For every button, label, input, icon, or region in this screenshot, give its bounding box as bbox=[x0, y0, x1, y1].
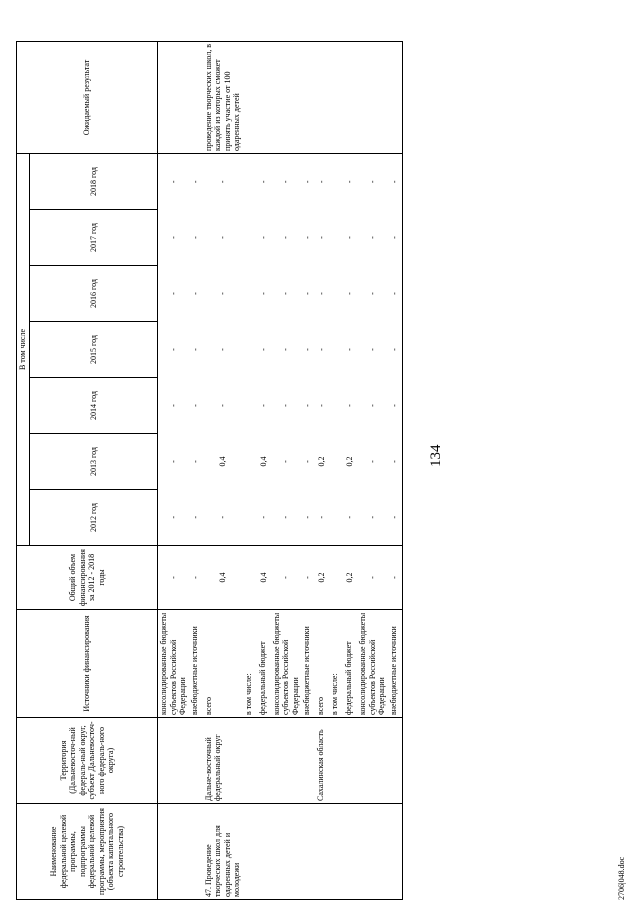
source-cell: консолидированные бюджеты субъектов Российской Федерации bbox=[158, 610, 189, 718]
source-cell: внебюджетные источники bbox=[388, 610, 403, 718]
year-value-cell: - bbox=[258, 515, 268, 519]
year-value-cell: - bbox=[271, 154, 302, 210]
year-value-cell: - bbox=[190, 515, 200, 519]
header-year: 2018 год bbox=[30, 154, 158, 210]
year-value-cell: - bbox=[217, 404, 227, 407]
year-value-cell: - bbox=[281, 515, 290, 519]
year-value-cell: - bbox=[303, 515, 313, 519]
table-row bbox=[329, 42, 343, 900]
total-cell: 0,4 bbox=[203, 546, 243, 610]
year-value-cell: - bbox=[258, 404, 268, 407]
header-including: В том числе bbox=[17, 154, 30, 546]
total-cell: 0,4 bbox=[257, 546, 271, 610]
year-value-cell bbox=[243, 266, 257, 322]
year-value-cell: - bbox=[303, 236, 313, 239]
year-value-cell: - bbox=[345, 515, 355, 519]
source-cell: всего bbox=[203, 610, 243, 718]
source-cell: всего bbox=[315, 610, 329, 718]
total-cell: - bbox=[357, 546, 388, 610]
year-value-cell: - bbox=[317, 292, 327, 295]
source-cell: федеральный бюджет bbox=[257, 610, 271, 718]
header-year: 2017 год bbox=[30, 210, 158, 266]
year-value-cell: - bbox=[190, 236, 200, 239]
table-row bbox=[271, 42, 302, 900]
total-cell bbox=[329, 546, 343, 610]
program-cell bbox=[257, 804, 271, 900]
table-body bbox=[158, 42, 403, 900]
header-year: 2016 год bbox=[30, 266, 158, 322]
program-cell bbox=[329, 804, 343, 900]
territory-cell bbox=[388, 718, 403, 804]
table-row bbox=[315, 42, 329, 900]
territory-cell bbox=[357, 718, 388, 804]
territory-cell bbox=[271, 718, 302, 804]
year-value-cell bbox=[329, 378, 343, 434]
year-value-cell: 0,4 bbox=[217, 456, 227, 467]
year-value-cell: - bbox=[388, 266, 403, 322]
year-value-cell: - bbox=[345, 292, 355, 295]
year-value-cell: - bbox=[388, 322, 403, 378]
year-value-cell: - bbox=[303, 292, 313, 295]
source-cell: федеральный бюджет bbox=[343, 610, 357, 718]
program-cell: 47. Проведение творческих школ для одаренных детей и молодежи bbox=[203, 804, 243, 900]
year-value-cell: - bbox=[343, 154, 357, 210]
year-value-cell: - bbox=[217, 236, 227, 239]
year-value-cell bbox=[243, 378, 257, 434]
table-row bbox=[257, 42, 271, 900]
year-value-cell bbox=[243, 490, 257, 546]
year-value-cell bbox=[329, 210, 343, 266]
year-value-cell: - bbox=[217, 348, 227, 351]
year-value-cell: - bbox=[168, 404, 178, 407]
program-cell bbox=[243, 804, 257, 900]
year-value-cell: - bbox=[367, 460, 377, 463]
territory-cell: Дальне-восточный федеральный округ bbox=[203, 718, 243, 804]
source-cell: консолидированные бюджеты субъектов Российской Федерации bbox=[357, 610, 388, 718]
territory-cell bbox=[301, 718, 315, 804]
program-cell bbox=[388, 804, 403, 900]
territory-cell bbox=[243, 718, 257, 804]
year-value-cell: - bbox=[168, 292, 178, 295]
result-cell bbox=[243, 42, 257, 154]
year-value-cell: - bbox=[158, 154, 189, 210]
territory-cell: Сахалинская область bbox=[315, 718, 329, 804]
year-value-cell: - bbox=[367, 515, 377, 519]
year-value-cell: - bbox=[281, 292, 290, 295]
year-value-cell: - bbox=[281, 236, 290, 239]
year-value-cell: - bbox=[190, 460, 200, 463]
territory-cell bbox=[257, 718, 271, 804]
year-value-cell: - bbox=[281, 460, 290, 463]
year-value-cell: - bbox=[388, 490, 403, 546]
header-result: Ожидаемый результат bbox=[17, 42, 158, 154]
year-value-cell: - bbox=[345, 236, 355, 239]
year-value-cell: - bbox=[367, 404, 377, 407]
year-value-cell: - bbox=[258, 236, 268, 239]
year-value-cell: - bbox=[190, 292, 200, 295]
header-year: 2013 год bbox=[30, 434, 158, 490]
year-value-cell: - bbox=[317, 404, 327, 407]
year-value-cell: - bbox=[345, 404, 355, 407]
table-row bbox=[203, 42, 243, 900]
program-cell bbox=[158, 804, 189, 900]
header-total: Общий объем финансирования за 2012 - 2018 годы bbox=[17, 546, 158, 610]
year-value-cell: - bbox=[388, 210, 403, 266]
year-value-cell: - bbox=[367, 236, 377, 239]
year-value-cell bbox=[243, 322, 257, 378]
program-cell bbox=[271, 804, 302, 900]
result-cell bbox=[189, 42, 203, 154]
table-row bbox=[189, 42, 203, 900]
year-value-cell bbox=[329, 154, 343, 210]
source-cell: консолидированные бюджеты субъектов Российской Федерации bbox=[271, 610, 302, 718]
year-value-cell bbox=[329, 322, 343, 378]
year-value-cell: - bbox=[303, 404, 313, 407]
year-value-cell bbox=[329, 434, 343, 490]
total-cell: 0,2 bbox=[315, 546, 329, 610]
year-value-cell: - bbox=[168, 460, 178, 463]
year-value-cell bbox=[243, 434, 257, 490]
territory-cell bbox=[329, 718, 343, 804]
year-value-cell: - bbox=[168, 515, 178, 519]
total-cell: - bbox=[388, 546, 403, 610]
source-cell: внебюджетные источники bbox=[189, 610, 203, 718]
table-row bbox=[243, 42, 257, 900]
total-cell: 0,2 bbox=[343, 546, 357, 610]
result-cell bbox=[357, 42, 388, 154]
header-year: 2014 год bbox=[30, 378, 158, 434]
table-header bbox=[17, 42, 158, 900]
total-cell: - bbox=[271, 546, 302, 610]
result-cell bbox=[301, 42, 315, 154]
year-value-cell: - bbox=[388, 378, 403, 434]
year-value-cell: - bbox=[388, 434, 403, 490]
program-cell bbox=[189, 804, 203, 900]
result-cell bbox=[343, 42, 357, 154]
year-value-cell: - bbox=[315, 154, 329, 210]
header-territory: Территория (Дальневосточ-ный федераль-ный округ, субъект Дальневосточ-ного федераль-ного округа) bbox=[17, 718, 158, 804]
header-year: 2015 год bbox=[30, 322, 158, 378]
year-value-cell: - bbox=[203, 154, 243, 210]
table-row bbox=[357, 42, 388, 900]
year-value-cell: - bbox=[190, 348, 200, 351]
year-value-cell: - bbox=[317, 515, 327, 519]
program-cell bbox=[343, 804, 357, 900]
financing-table bbox=[16, 41, 403, 900]
document-footer: 2706|048.doc bbox=[617, 856, 626, 900]
result-cell bbox=[257, 42, 271, 154]
year-value-cell: 0,2 bbox=[345, 456, 355, 467]
table-row bbox=[388, 42, 403, 900]
year-value-cell: 0,4 bbox=[258, 456, 268, 467]
year-value-cell: - bbox=[317, 348, 327, 351]
year-value-cell: 0,2 bbox=[317, 456, 327, 467]
total-cell: - bbox=[158, 546, 189, 610]
table-row bbox=[343, 42, 357, 900]
result-cell bbox=[315, 42, 329, 154]
territory-cell bbox=[189, 718, 203, 804]
year-value-cell: - bbox=[217, 292, 227, 295]
year-value-cell bbox=[243, 210, 257, 266]
result-cell bbox=[329, 42, 343, 154]
year-value-cell: - bbox=[168, 348, 178, 351]
year-value-cell: - bbox=[281, 404, 290, 407]
year-value-cell: - bbox=[303, 460, 313, 463]
year-value-cell: - bbox=[388, 154, 403, 210]
result-cell bbox=[158, 42, 189, 154]
source-cell: в том числе: bbox=[329, 610, 343, 718]
result-cell bbox=[271, 42, 302, 154]
year-value-cell: - bbox=[301, 154, 315, 210]
year-value-cell: - bbox=[367, 292, 377, 295]
year-value-cell: - bbox=[258, 348, 268, 351]
total-cell: - bbox=[301, 546, 315, 610]
result-cell bbox=[388, 42, 403, 154]
header-year: 2012 год bbox=[30, 490, 158, 546]
year-value-cell: - bbox=[303, 348, 313, 351]
territory-cell bbox=[158, 718, 189, 804]
year-value-cell: - bbox=[189, 154, 203, 210]
header-program: Наименование федеральной целевой программы, подпрограммы федеральной целевой программы, мероприятия (объекта капитального строительства) bbox=[17, 804, 158, 900]
header-source: Источники финансирования bbox=[17, 610, 158, 718]
year-value-cell: - bbox=[367, 348, 377, 351]
year-value-cell: - bbox=[257, 154, 271, 210]
program-cell bbox=[301, 804, 315, 900]
total-cell: - bbox=[189, 546, 203, 610]
program-cell bbox=[315, 804, 329, 900]
table-row bbox=[301, 42, 315, 900]
program-cell bbox=[357, 804, 388, 900]
territory-cell bbox=[343, 718, 357, 804]
year-value-cell: - bbox=[258, 292, 268, 295]
year-value-cell: - bbox=[357, 154, 388, 210]
year-value-cell bbox=[329, 490, 343, 546]
year-value-cell: - bbox=[190, 404, 200, 407]
year-value-cell bbox=[243, 154, 257, 210]
total-cell bbox=[243, 546, 257, 610]
year-value-cell: - bbox=[345, 348, 355, 351]
year-value-cell bbox=[329, 266, 343, 322]
year-value-cell: - bbox=[281, 348, 290, 351]
source-cell: внебюджетные источники bbox=[301, 610, 315, 718]
source-cell: в том числе: bbox=[243, 610, 257, 718]
year-value-cell: - bbox=[168, 236, 178, 239]
year-value-cell: - bbox=[217, 515, 227, 519]
page-number: 134 bbox=[428, 444, 444, 467]
result-cell: проведение творческих школ, в каждой из которых сможет принять участие от 100 одаренных детей bbox=[203, 42, 243, 154]
table-row bbox=[158, 42, 189, 900]
year-value-cell: - bbox=[317, 236, 327, 239]
